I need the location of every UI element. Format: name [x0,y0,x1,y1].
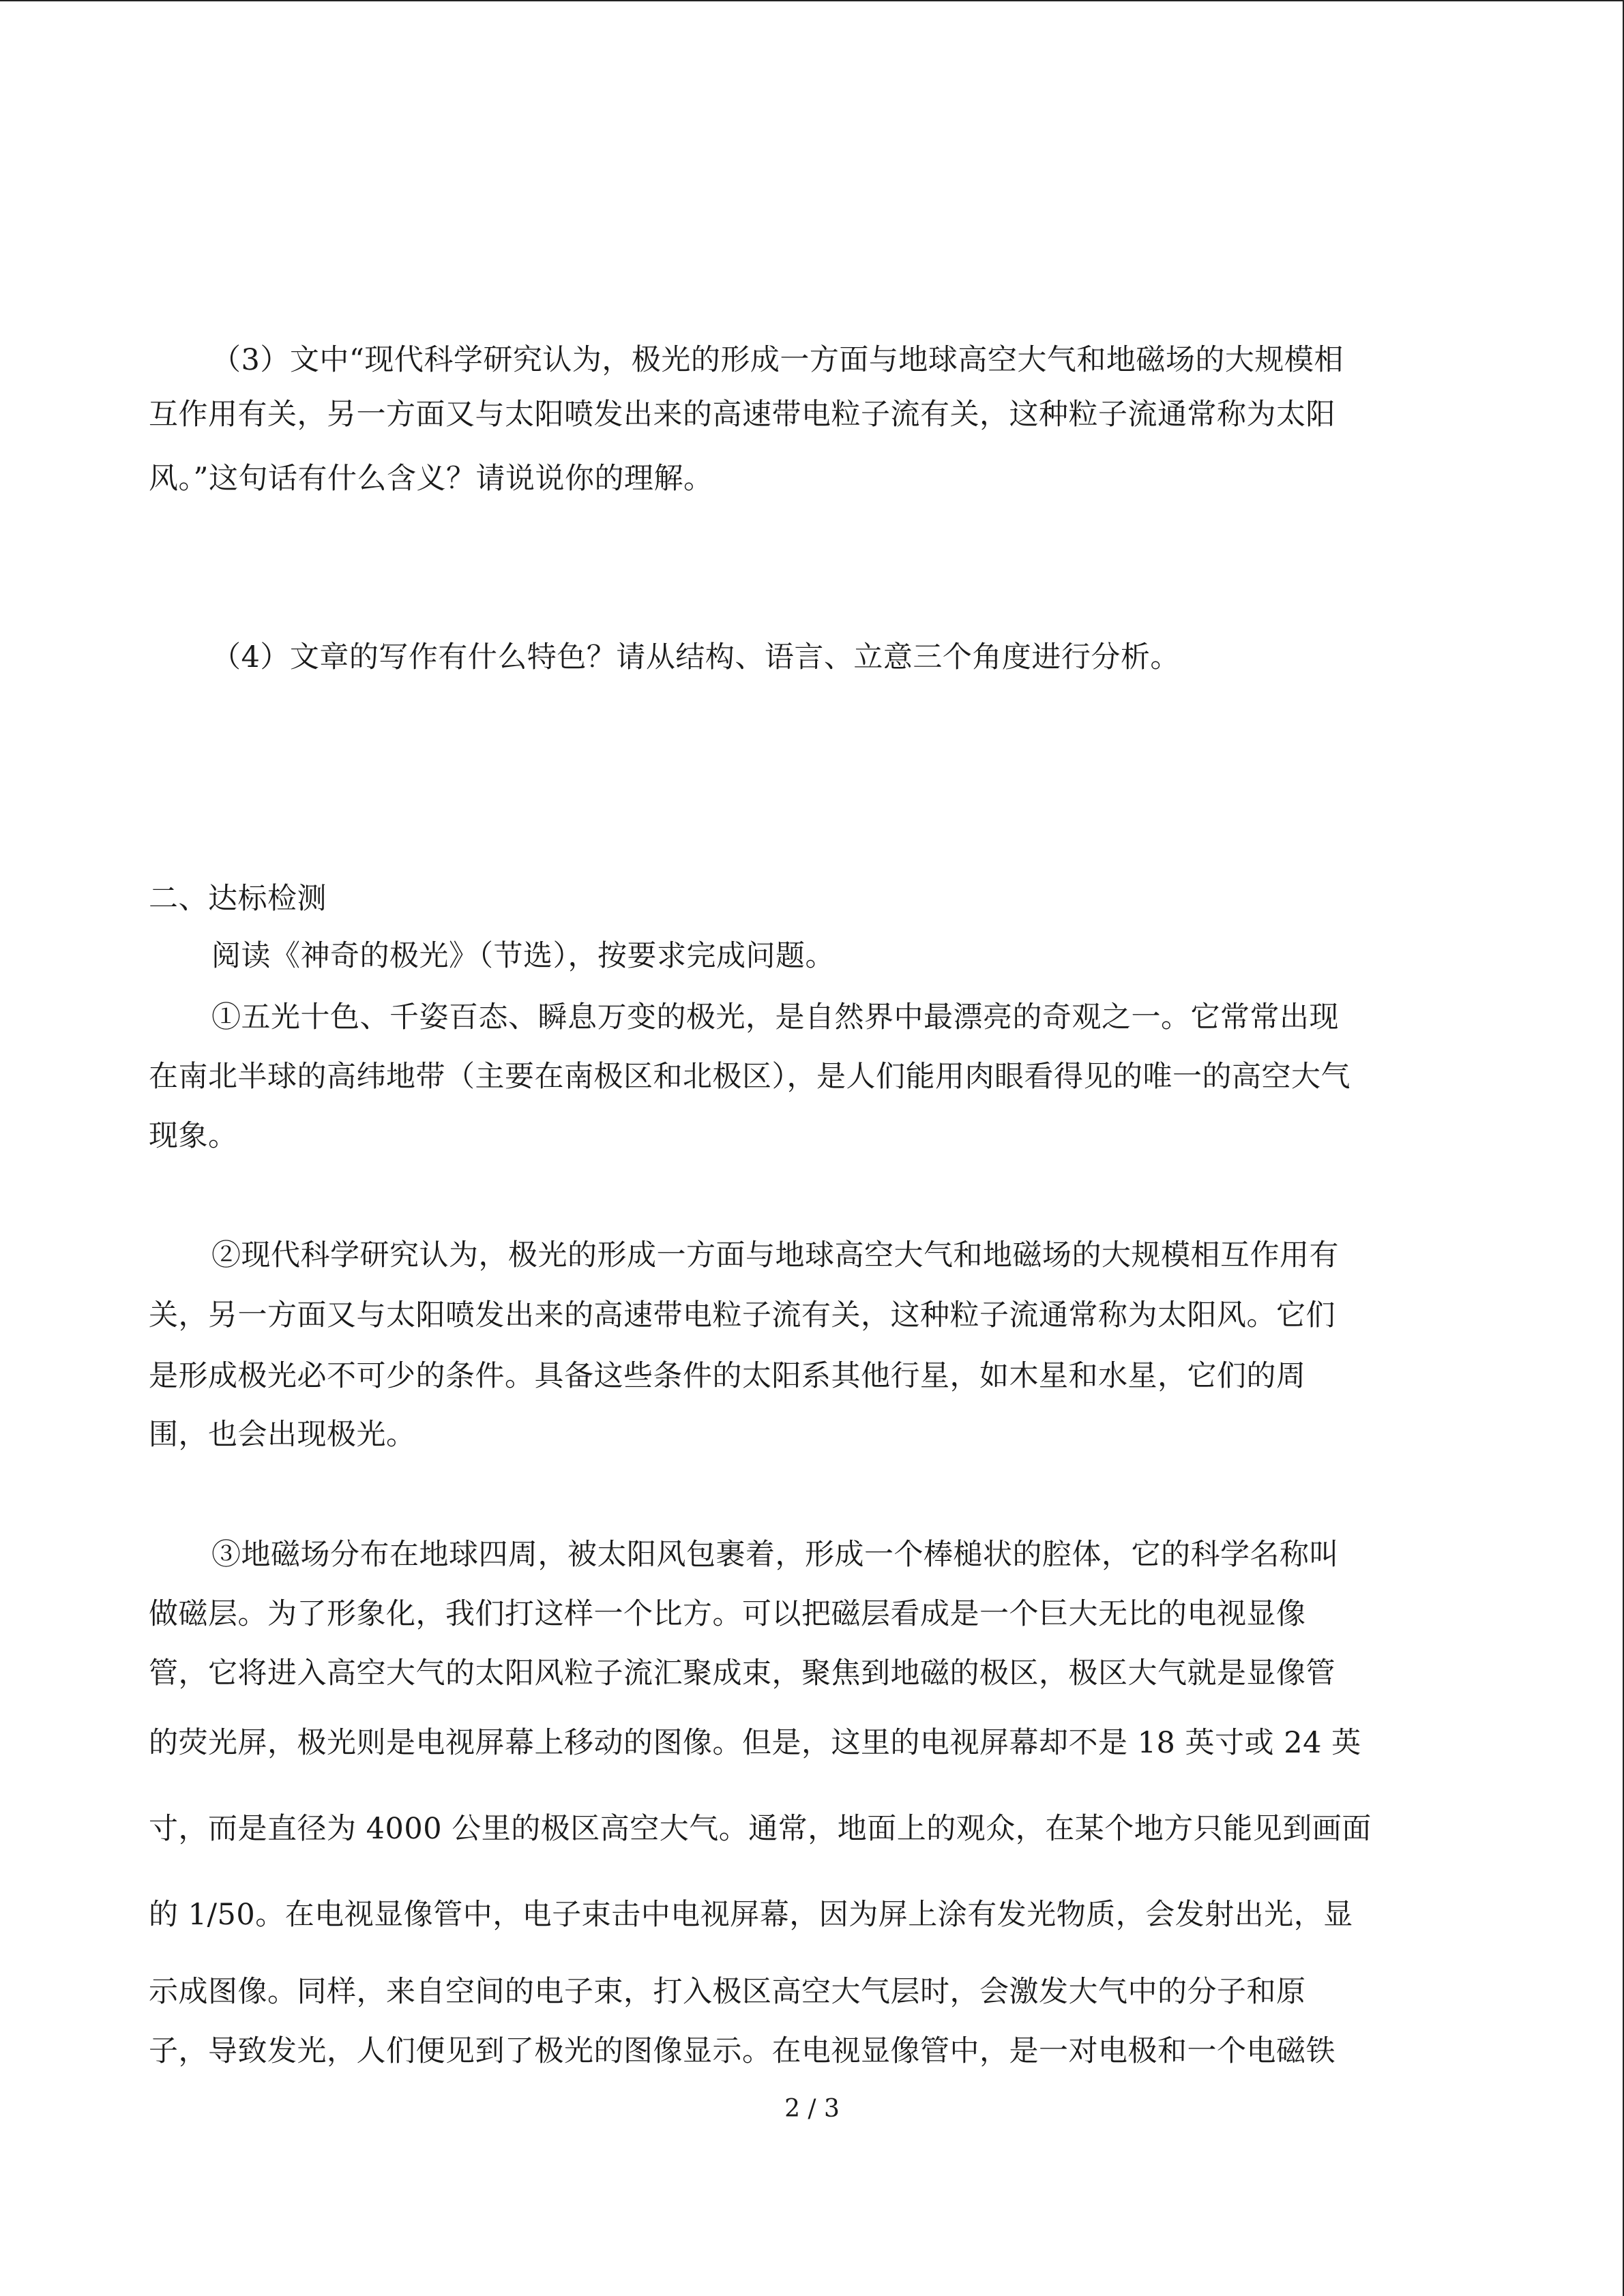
paragraph-3-line-3: 管，它将进入高空大气的太阳风粒子流汇聚成束，聚焦到地磁的极区，极区大气就是显像管 [149,1656,1335,1690]
paragraph-1-line-2: 在南北半球的高纬地带（主要在南极区和北极区），是人们能用肉眼看得见的唯一的高空大气 [149,1060,1350,1094]
section-heading: 二、达标检测 [149,882,327,916]
page-number: 2 / 3 [784,2095,840,2123]
question-4-line-1: （4）文章的写作有什么特色？请从结构、语言、立意三个角度进行分析。 [211,640,1180,674]
paragraph-1-line-3: 现象。 [149,1119,238,1153]
paragraph-1-line-1: ①五光十色、千姿百态、瞬息万变的极光，是自然界中最漂亮的奇观之一。它常常出现 [211,1000,1339,1034]
paragraph-2-line-1: ②现代科学研究认为，极光的形成一方面与地球高空大气和地磁场的大规模相互作用有 [211,1238,1339,1272]
paragraph-3-line-2: 做磁层。为了形象化，我们打这样一个比方。可以把磁层看成是一个巨大无比的电视显像 [149,1597,1306,1631]
paragraph-2-line-4: 围，也会出现极光。 [149,1418,416,1452]
paragraph-2-line-3: 是形成极光必不可少的条件。具备这些条件的太阳系其他行星，如木星和水星，它们的周 [149,1359,1306,1393]
paragraph-3-line-1: ③地磁场分布在地球四周，被太阳风包裹着，形成一个棒槌状的腔体，它的科学名称叫 [211,1538,1339,1572]
paragraph-3-line-5: 寸，而是直径为 4000 公里的极区高空大气。通常，地面上的观众，在某个地方只能见到画面 [149,1812,1372,1846]
question-3-line-1: （3）文中“现代科学研究认为，极光的形成一方面与地球高空大气和地磁场的大规模相 [211,343,1344,377]
reading-instruction: 阅读《神奇的极光》（节选），按要求完成问题。 [211,939,835,973]
question-3-line-2: 互作用有关，另一方面又与太阳喷发出来的高速带电粒子流有关，这种粒子流通常称为太阳 [149,398,1335,432]
paragraph-3-line-4: 的荧光屏，极光则是电视屏幕上移动的图像。但是，这里的电视屏幕却不是 18 英寸或 24 英 [149,1726,1361,1760]
paragraph-3-line-7: 示成图像。同样，来自空间的电子束，打入极区高空大气层时，会激发大气中的分子和原 [149,1975,1306,2009]
paragraph-2-line-2: 关，另一方面又与太阳喷发出来的高速带电粒子流有关，这种粒子流通常称为太阳风。它们 [149,1298,1335,1332]
paragraph-3-line-8: 子，导致发光，人们便见到了极光的图像显示。在电视显像管中，是一对电极和一个电磁铁 [149,2034,1335,2068]
paragraph-3-line-6: 的 1/50。在电视显像管中，电子束击中电视屏幕，因为屏上涂有发光物质，会发射出光，显 [149,1898,1353,1932]
question-3-line-3: 风。”这句话有什么含义？请说说你的理解。 [149,462,713,496]
